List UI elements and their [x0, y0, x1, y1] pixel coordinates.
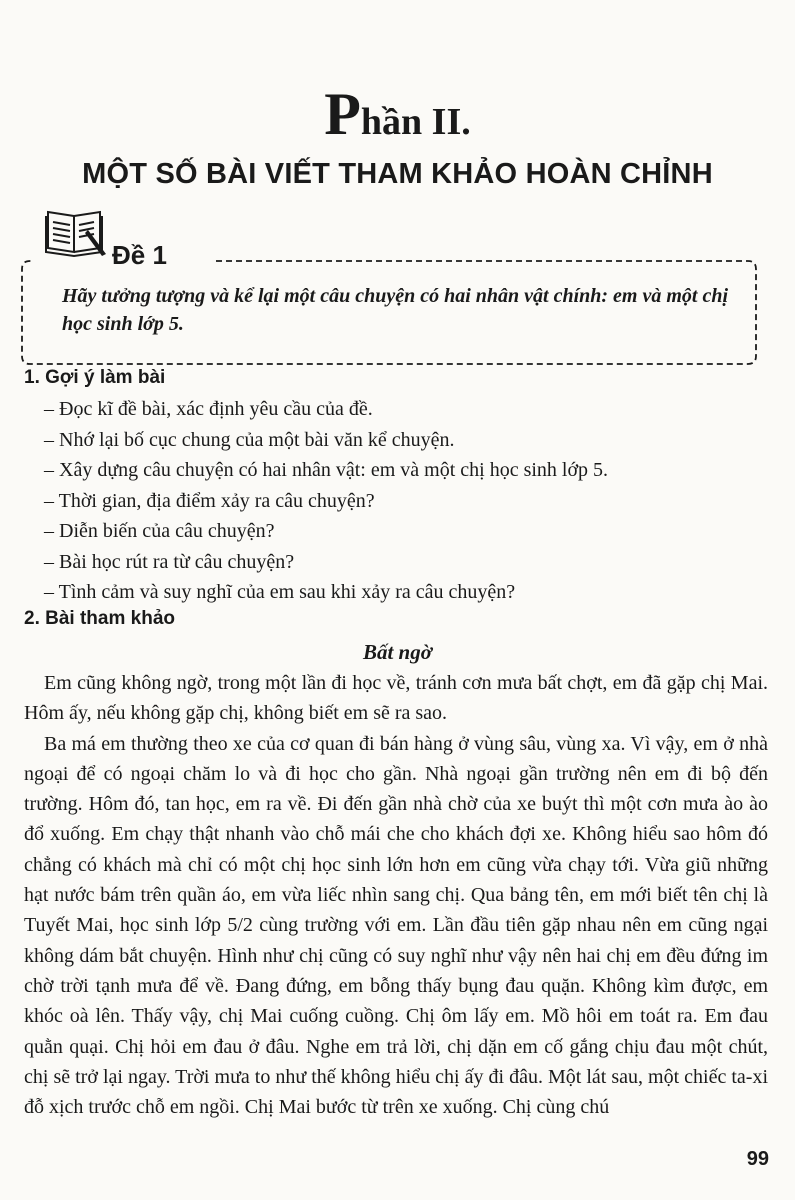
section-heading-hints: 1. Gợi ý làm bài: [24, 367, 166, 388]
section-subtitle: MỘT SỐ BÀI VIẾT THAM KHẢO HOÀN CHỈNH: [82, 158, 713, 190]
story-body: [24, 668, 768, 1122]
list-item: – Tình cảm và suy nghĩ của em sau khi xảy ra câu chuyện?: [44, 581, 516, 603]
list-item: – Thời gian, địa điểm xảy ra câu chuyện?: [44, 489, 375, 512]
page-number: 99: [746, 1148, 769, 1170]
hint-list: [44, 394, 764, 608]
exercise-label: Đề 1: [112, 240, 167, 270]
list-item: – Diễn biến của câu chuyện?: [44, 520, 275, 542]
part-title-initial: P: [324, 81, 361, 147]
paragraph: Em cũng không ngờ, trong một lần đi học về, tránh cơn mưa bất chợt, em đã gặp chị Mai. Hôm ấy, nếu không gặp chị, không biết em sẽ ra sao.: [24, 672, 768, 725]
list-item: – Bài học rút ra từ câu chuyện?: [44, 550, 295, 573]
list-item: – Nhớ lại bố cục chung của một bài văn kể chuyện.: [44, 428, 455, 451]
section-heading-reference: 2. Bài tham khảo: [24, 608, 175, 629]
list-item: – Đọc kĩ đề bài, xác định yêu cầu của đề.: [44, 398, 373, 420]
exercise-prompt: Hãy tưởng tượng và kể lại một câu chuyện có hai nhân vật chính: em và một chị học sinh lớp 5.: [62, 285, 729, 335]
story-title: Bất ngờ: [362, 640, 433, 664]
part-title-rest: hần II.: [360, 101, 471, 143]
part-title: [0, 81, 795, 147]
paragraph: Ba má em thường theo xe của cơ quan đi bán hàng ở vùng sâu, vùng xa. Vì vậy, em ở nhà ngoại để có ngoại chăm lo và đi học cho gần. Nhà ngoại gần trường nên em đi bộ đến trường. Hôm đó, tan học, em ra về. Đi đến gần nhà chờ của xe buýt thì một cơn mưa ào ào đổ xuống. Em chạy thật nhanh vào chỗ mái che cho khách đợi xe. Không hiểu sao hôm đó chẳng có khách mà chỉ có một chị học sinh lớn hơn em cũng vừa chạy tới. Vừa giũ những hạt nước bám trên quần áo, em vừa liếc nhìn sang chị. Qua bảng tên, em mới biết tên chị là Tuyết Mai, học sinh lớp 5/2 cùng trường với em. Lần đầu tiên gặp nhau nên em cũng ngại không dám bắt chuyện. Hình như chị cũng có suy nghĩ như vậy nên hai chị em đều đứng im chờ trời tạnh mưa để về. Đang đứng, em bỗng thấy bụng đau quặn. Không kìm được, em khóc oà lên. Thấy vậy, chị Mai cuống cuồng. Chị ôm lấy em. Mồ hôi em toát ra. Em đau quằn quại. Chị hỏi em đau ở đâu. Nghe em trả lời, chị dặn em cố gắng chịu đau một chút, chị sẽ trở lại ngay. Trời mưa to như thế không hiểu chị ấy đi đâu. Một lát sau, một chiếc ta-xi đỗ xịch trước chỗ em ngồi. Chị Mai bước từ trên xe xuống. Chị cùng chú: [24, 732, 768, 1119]
list-item: – Xây dựng câu chuyện có hai nhân vật: em và một chị học sinh lớp 5.: [44, 459, 609, 481]
